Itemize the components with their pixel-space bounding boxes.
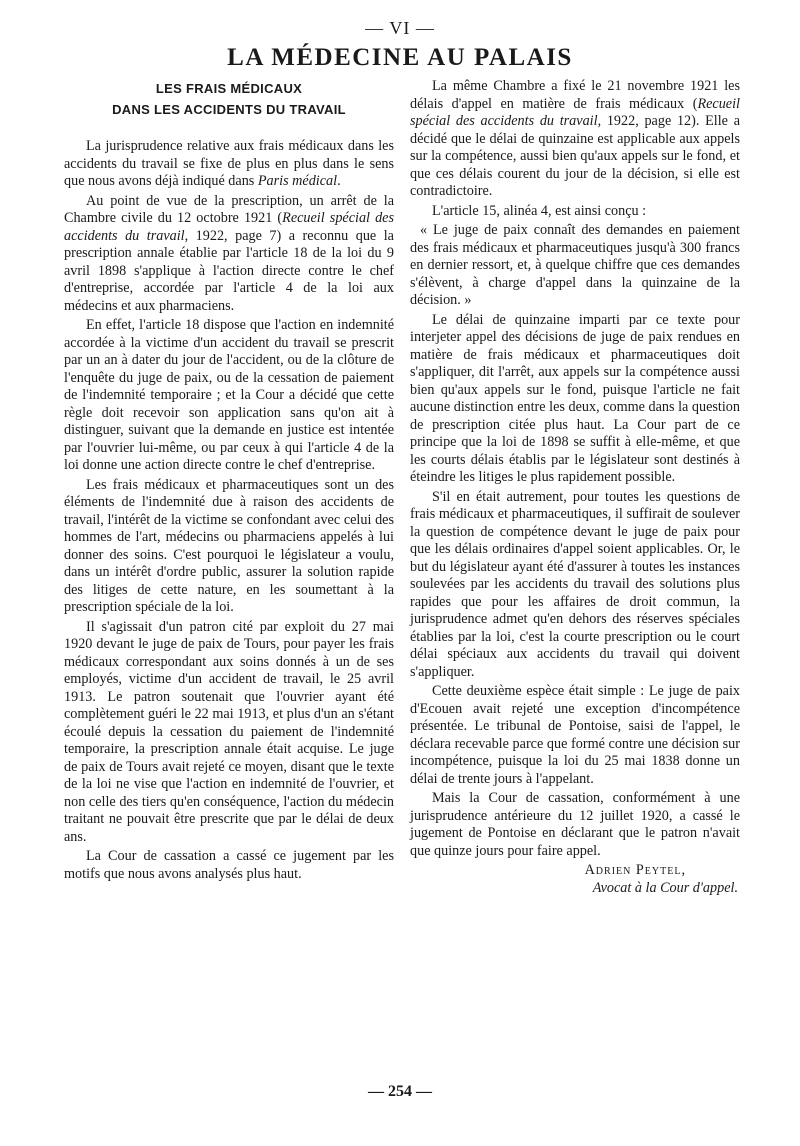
paragraph: La jurisprudence relative aux frais médicaux dans les accidents du travail se fixe de plus en plus dans le sens que nous avons déjà indiqué dans Paris médical. — [64, 138, 394, 189]
author-name: Adrien Peytel, — [584, 862, 686, 878]
roman-page-number: — VI — — [365, 18, 435, 38]
paragraph: Mais la Cour de cassation, conformément à une jurisprudence antérieure du 12 juillet 1920, a cassé le jugement de Pontoise en déclarant que le patron n'avait que quinze jours pour faire appel. — [410, 790, 740, 859]
paragraph: Cette deuxième espèce était simple : Le juge de paix d'Ecouen avait rejeté une exception d'incompétence présentée. Le tribunal de Pontoise, saisi de l'appel, le déclara recevable parce que formé contre une décision sur incompétence, puisque la loi du 25 mai 1838 donne un délai de trente jours à l'appelant. — [410, 683, 740, 787]
section-heading — [64, 78, 394, 120]
paragraph: La même Chambre a fixé le 21 novembre 1921 les délais d'appel en matière de frais médicaux (Recueil spécial des accidents du travail, 1922, page 12). Elle a décidé que le délai de quinzaine est applicable aux appels sur la compétence, aussi bien qu'aux appels sur le fond, et que ces délais courent du jour de la décision, si elle est contradictoire. — [410, 78, 740, 199]
quoted-law-text: « Le juge de paix connaît des demandes en paiement des frais médicaux et pharmaceutiques jusqu'à 300 francs en dernier ressort, et, à quelque chiffre que ces demandes s'élèvent, à charge d'appel dans la quinzaine de la décision. » — [410, 222, 740, 308]
paragraph: La Cour de cassation a cassé ce jugement par les motifs que nous avons analysés plus haut. — [64, 848, 394, 882]
paragraph: En effet, l'article 18 dispose que l'action en indemnité accordée à la victime d'un accident du travail se prescrit par un an à dater du jour de l'accident, ou de la clôture de l'enquête du juge de paix, ou de la cessation de paiement de l'indemnité temporaire ; et la Cour a décidé que cette règle doit recevoir son application sans qu'on ait à distinguer, suivant que la demande en justice est intentée par l'ouvrier lui-même, ou par ceux à qui l'article 4 de la loi donne une action directe contre le chef d'entreprise. — [64, 317, 394, 473]
left-column — [64, 78, 394, 885]
section-heading-line-2: DANS LES ACCIDENTS DU TRAVAIL — [112, 102, 346, 117]
author-title: Avocat à la Cour d'appel. — [592, 879, 738, 896]
paragraph: Les frais médicaux et pharmaceutiques sont un des éléments de l'indemnité due à raison des accidents de travail, l'intérêt de la victime se confondant avec celui des hommes de l'art, médecins ou pharmaciens appelés à lui donner des soins. C'est pourquoi le législateur a voulu, dans un intérêt d'ordre public, assurer la solution rapide des litiges de cette nature, en les soumettant à la prescription spéciale de la loi. — [64, 476, 394, 615]
paragraph: Au point de vue de la prescription, un arrêt de la Chambre civile du 12 octobre 1921 (Recueil spécial des accidents du travail, 1922, page 7) a reconnu que la prescription annale établie par l'article 18 de la loi du 9 avril 1898 s'applique à l'action directe contre le chef d'entreprise, accordée par l'article 4 de la loi aux médecins et aux pharmaciens. — [64, 192, 394, 314]
page-number: — 254 — — [368, 1083, 432, 1100]
page-title: LA MÉDECINE AU PALAIS — [227, 44, 573, 71]
paragraph: Il s'agissait d'un patron cité par exploit du 27 mai 1920 devant le juge de paix de Tours, pour payer les frais médicaux correspondant aux soins donnés à un de ses employés, victime d'un accident de travail, le 25 avril 1913. Le patron soutenait que l'ouvrier ayant été complètement guéri le 22 mai 1913, et plus d'un an s'étant écoulé depuis la cessation du paiement de l'indemnité temporaire, la prescription annale était acquise. Le juge de paix de Tours avait rejeté ce moyen, disant que le texte de la loi ne vise que l'action en indemnité de l'ouvrier, et non celle des tiers qu'en conséquence, l'action du médecin traitant ne pouvait être prescrite que par le délai de deux ans. — [64, 618, 394, 845]
paragraph: Le délai de quinzaine imparti par ce texte pour interjeter appel des décisions de juge de paix rendues en matière de frais médicaux et pharmaceutiques doit s'appliquer, dit l'arrêt, aux appels sur la compétence aussi bien qu'aux appels sur le fond, puisque l'article ne fait aucune distinction entre les deux, comme dans la question de prescription citée plus haut. La Cour part de ce principe que la loi de 1898 se suffit à elle-même, et que les courts délais établis par le législateur sont destinés à éteindre les litiges le plus rapidement possible. — [410, 311, 740, 485]
right-column — [410, 78, 740, 897]
author-signature — [410, 862, 740, 897]
section-heading-line-1: LES FRAIS MÉDICAUX — [155, 81, 303, 96]
paragraph: S'il en était autrement, pour toutes les questions de frais médicaux et pharmaceutiques, il suffirait de soulever la question de compétence devant le juge de paix pour que les délais ordinaires d'appel soient applicables. Or, le but du législateur ayant été d'assurer à toutes les instances soulevées par les accidents du travail des solutions plus rapides que pour les affaires de droit commun, la jurisprudence admet qu'en dehors des réserves spéciales établies par la loi, c'est la courte prescription ou le court délai spéciaux aux accidents du travail qui doivent s'appliquer. — [410, 488, 740, 680]
paragraph: L'article 15, alinéa 4, est ainsi conçu : — [432, 202, 647, 219]
